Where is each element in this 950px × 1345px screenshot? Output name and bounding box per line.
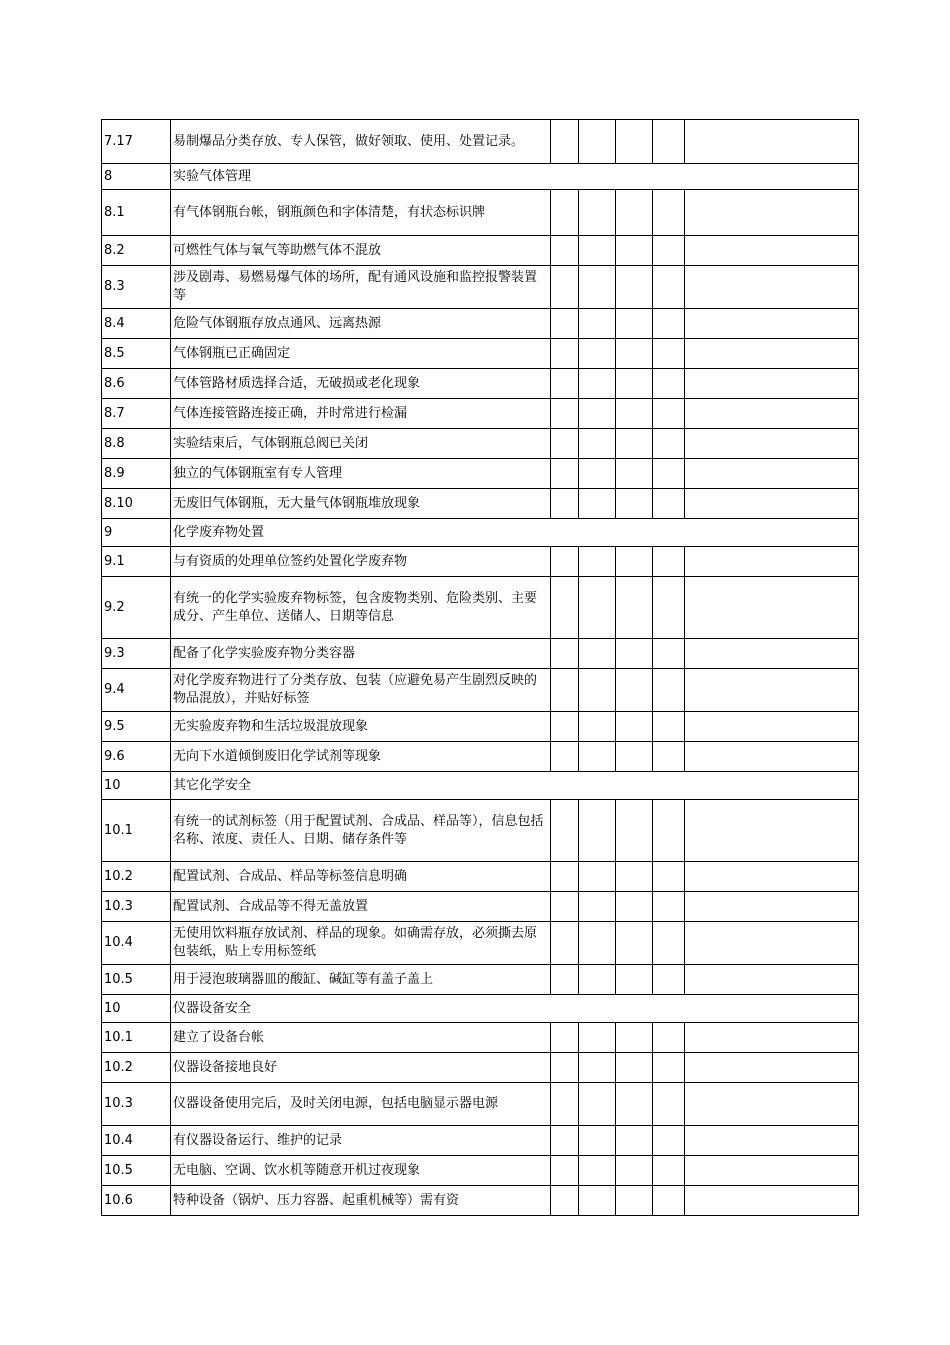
item-description: 配置试剂、合成品、样品等标签信息明确 (171, 862, 551, 892)
check-cell-2 (579, 1126, 616, 1156)
check-cell-3 (616, 266, 653, 309)
check-cell-1 (551, 862, 579, 892)
check-cell-1 (551, 1053, 579, 1083)
remarks-cell (685, 669, 859, 712)
remarks-cell (685, 1083, 859, 1126)
check-cell-3 (616, 1053, 653, 1083)
item-number: 8.4 (102, 309, 171, 339)
check-cell-1 (551, 922, 579, 965)
check-cell-1 (551, 120, 579, 164)
check-cell-1 (551, 459, 579, 489)
remarks-cell (685, 712, 859, 742)
check-cell-2 (579, 399, 616, 429)
remarks-cell (685, 120, 859, 164)
item-number: 10.1 (102, 800, 171, 862)
item-description: 有气体钢瓶台帐，钢瓶颜色和字体清楚，有状态标识牌 (171, 190, 551, 236)
check-cell-1 (551, 236, 579, 266)
checklist-row (102, 892, 859, 922)
check-cell-3 (616, 429, 653, 459)
check-cell-3 (616, 577, 653, 639)
item-description: 气体钢瓶已正确固定 (171, 339, 551, 369)
check-cell-1 (551, 1083, 579, 1126)
check-cell-2 (579, 862, 616, 892)
check-cell-2 (579, 1023, 616, 1053)
item-number: 9.5 (102, 712, 171, 742)
check-cell-2 (579, 120, 616, 164)
check-cell-4 (653, 339, 685, 369)
item-description: 无使用饮料瓶存放试剂、样品的现象。如确需存放，必须撕去原包装纸，贴上专用标签纸 (171, 922, 551, 965)
check-cell-1 (551, 266, 579, 309)
remarks-cell (685, 1186, 859, 1216)
check-cell-4 (653, 399, 685, 429)
check-cell-2 (579, 892, 616, 922)
remarks-cell (685, 459, 859, 489)
check-cell-1 (551, 1156, 579, 1186)
check-cell-3 (616, 742, 653, 772)
remarks-cell (685, 489, 859, 519)
checklist-row (102, 266, 859, 309)
checklist-row (102, 922, 859, 965)
check-cell-2 (579, 1156, 616, 1186)
item-description: 有统一的试剂标签（用于配置试剂、合成品、样品等），信息包括名称、浓度、责任人、日期、储存条件等 (171, 800, 551, 862)
check-cell-4 (653, 429, 685, 459)
checklist-row (102, 862, 859, 892)
checklist-row (102, 339, 859, 369)
check-cell-4 (653, 1156, 685, 1186)
check-cell-2 (579, 266, 616, 309)
item-description: 仪器设备接地良好 (171, 1053, 551, 1083)
section-header-row (102, 995, 859, 1023)
check-cell-1 (551, 965, 579, 995)
safety-checklist-table (101, 119, 859, 1216)
checklist-row (102, 459, 859, 489)
check-cell-1 (551, 339, 579, 369)
check-cell-3 (616, 965, 653, 995)
check-cell-4 (653, 892, 685, 922)
item-number: 9.3 (102, 639, 171, 669)
check-cell-1 (551, 800, 579, 862)
checklist-row (102, 429, 859, 459)
item-number: 10.4 (102, 1126, 171, 1156)
check-cell-2 (579, 547, 616, 577)
item-number: 9 (102, 519, 171, 547)
check-cell-3 (616, 236, 653, 266)
section-header-row (102, 519, 859, 547)
remarks-cell (685, 800, 859, 862)
check-cell-2 (579, 459, 616, 489)
item-description: 对化学废弃物进行了分类存放、包装（应避免易产生剧烈反映的物品混放），并贴好标签 (171, 669, 551, 712)
check-cell-3 (616, 862, 653, 892)
checklist-row (102, 1126, 859, 1156)
check-cell-4 (653, 742, 685, 772)
check-cell-4 (653, 120, 685, 164)
check-cell-2 (579, 639, 616, 669)
remarks-cell (685, 639, 859, 669)
item-description: 气体管路材质选择合适，无破损或老化现象 (171, 369, 551, 399)
check-cell-4 (653, 1083, 685, 1126)
section-title: 仪器设备安全 (171, 995, 859, 1023)
check-cell-4 (653, 965, 685, 995)
checklist-row (102, 712, 859, 742)
check-cell-3 (616, 459, 653, 489)
item-description: 配备了化学实验废弃物分类容器 (171, 639, 551, 669)
check-cell-4 (653, 1186, 685, 1216)
check-cell-3 (616, 800, 653, 862)
item-number: 10 (102, 995, 171, 1023)
remarks-cell (685, 1156, 859, 1186)
check-cell-3 (616, 309, 653, 339)
check-cell-4 (653, 459, 685, 489)
check-cell-3 (616, 1186, 653, 1216)
item-number: 8 (102, 164, 171, 190)
item-number: 8.1 (102, 190, 171, 236)
item-number: 9.6 (102, 742, 171, 772)
item-description: 实验结束后，气体钢瓶总阀已关闭 (171, 429, 551, 459)
check-cell-3 (616, 712, 653, 742)
section-title: 其它化学安全 (171, 772, 859, 800)
item-description: 配置试剂、合成品等不得无盖放置 (171, 892, 551, 922)
remarks-cell (685, 922, 859, 965)
check-cell-4 (653, 190, 685, 236)
checklist-row (102, 1023, 859, 1053)
item-description: 涉及剧毒、易燃易爆气体的场所，配有通风设施和监控报警装置等 (171, 266, 551, 309)
item-description: 仪器设备使用完后，及时关闭电源，包括电脑显示器电源 (171, 1083, 551, 1126)
item-number: 10.5 (102, 965, 171, 995)
section-title: 实验气体管理 (171, 164, 859, 190)
check-cell-3 (616, 369, 653, 399)
item-description: 无废旧气体钢瓶，无大量气体钢瓶堆放现象 (171, 489, 551, 519)
check-cell-4 (653, 547, 685, 577)
check-cell-3 (616, 120, 653, 164)
check-cell-1 (551, 1126, 579, 1156)
check-cell-2 (579, 1186, 616, 1216)
item-number: 10.6 (102, 1186, 171, 1216)
remarks-cell (685, 429, 859, 459)
check-cell-2 (579, 1053, 616, 1083)
check-cell-4 (653, 1053, 685, 1083)
section-header-row (102, 772, 859, 800)
item-description: 可燃性气体与氧气等助燃气体不混放 (171, 236, 551, 266)
checklist-row (102, 309, 859, 339)
check-cell-2 (579, 429, 616, 459)
check-cell-3 (616, 922, 653, 965)
remarks-cell (685, 399, 859, 429)
item-number: 8.7 (102, 399, 171, 429)
checklist-row (102, 1083, 859, 1126)
item-number: 10.3 (102, 892, 171, 922)
item-description: 用于浸泡玻璃器皿的酸缸、碱缸等有盖子盖上 (171, 965, 551, 995)
check-cell-4 (653, 309, 685, 339)
check-cell-2 (579, 190, 616, 236)
remarks-cell (685, 339, 859, 369)
check-cell-2 (579, 339, 616, 369)
item-description: 无电脑、空调、饮水机等随意开机过夜现象 (171, 1156, 551, 1186)
item-description: 无实验废弃物和生活垃圾混放现象 (171, 712, 551, 742)
check-cell-4 (653, 862, 685, 892)
item-number: 10.4 (102, 922, 171, 965)
check-cell-3 (616, 399, 653, 429)
remarks-cell (685, 1053, 859, 1083)
check-cell-1 (551, 190, 579, 236)
checklist-row (102, 489, 859, 519)
remarks-cell (685, 236, 859, 266)
item-description: 易制爆品分类存放、专人保管，做好领取、使用、处置记录。 (171, 120, 551, 164)
item-number: 9.2 (102, 577, 171, 639)
item-description: 无向下水道倾倒废旧化学试剂等现象 (171, 742, 551, 772)
item-number: 10.1 (102, 1023, 171, 1053)
remarks-cell (685, 577, 859, 639)
checklist-row (102, 547, 859, 577)
checklist-row (102, 369, 859, 399)
item-number: 8.6 (102, 369, 171, 399)
item-description: 建立了设备台帐 (171, 1023, 551, 1053)
section-title: 化学废弃物处置 (171, 519, 859, 547)
checklist-row (102, 800, 859, 862)
check-cell-1 (551, 669, 579, 712)
check-cell-4 (653, 922, 685, 965)
check-cell-2 (579, 369, 616, 399)
checklist-row (102, 639, 859, 669)
check-cell-1 (551, 639, 579, 669)
remarks-cell (685, 190, 859, 236)
item-number: 10.3 (102, 1083, 171, 1126)
checklist-row (102, 577, 859, 639)
remarks-cell (685, 309, 859, 339)
item-number: 9.4 (102, 669, 171, 712)
item-number: 8.5 (102, 339, 171, 369)
item-number: 10.2 (102, 1053, 171, 1083)
check-cell-2 (579, 965, 616, 995)
check-cell-2 (579, 1083, 616, 1126)
check-cell-4 (653, 489, 685, 519)
checklist-row (102, 190, 859, 236)
check-cell-4 (653, 712, 685, 742)
item-number: 10.2 (102, 862, 171, 892)
item-number: 8.10 (102, 489, 171, 519)
remarks-cell (685, 1023, 859, 1053)
check-cell-3 (616, 892, 653, 922)
check-cell-2 (579, 712, 616, 742)
check-cell-4 (653, 577, 685, 639)
check-cell-4 (653, 639, 685, 669)
check-cell-1 (551, 712, 579, 742)
check-cell-3 (616, 489, 653, 519)
checklist-row (102, 669, 859, 712)
check-cell-3 (616, 547, 653, 577)
item-description: 有统一的化学实验废弃物标签，包含废物类别、危险类别、主要成分、产生单位、送储人、日期等信息 (171, 577, 551, 639)
checklist-row (102, 1156, 859, 1186)
checklist-row (102, 965, 859, 995)
remarks-cell (685, 742, 859, 772)
check-cell-4 (653, 266, 685, 309)
check-cell-1 (551, 1023, 579, 1053)
check-cell-1 (551, 1186, 579, 1216)
item-description: 气体连接管路连接正确，并时常进行检漏 (171, 399, 551, 429)
item-number: 8.3 (102, 266, 171, 309)
remarks-cell (685, 547, 859, 577)
remarks-cell (685, 965, 859, 995)
check-cell-2 (579, 309, 616, 339)
remarks-cell (685, 1126, 859, 1156)
check-cell-1 (551, 547, 579, 577)
check-cell-1 (551, 399, 579, 429)
checklist-row (102, 399, 859, 429)
check-cell-1 (551, 369, 579, 399)
item-number: 9.1 (102, 547, 171, 577)
item-number: 10 (102, 772, 171, 800)
checklist-row (102, 1186, 859, 1216)
check-cell-3 (616, 339, 653, 369)
check-cell-2 (579, 922, 616, 965)
check-cell-1 (551, 892, 579, 922)
check-cell-2 (579, 669, 616, 712)
item-description: 危险气体钢瓶存放点通风、远离热源 (171, 309, 551, 339)
item-description: 特种设备（锅炉、压力容器、起重机械等）需有资 (171, 1186, 551, 1216)
check-cell-3 (616, 1126, 653, 1156)
check-cell-1 (551, 742, 579, 772)
remarks-cell (685, 266, 859, 309)
check-cell-1 (551, 577, 579, 639)
check-cell-2 (579, 577, 616, 639)
check-cell-3 (616, 1023, 653, 1053)
check-cell-3 (616, 190, 653, 236)
check-cell-4 (653, 1126, 685, 1156)
check-cell-1 (551, 429, 579, 459)
item-number: 7.17 (102, 120, 171, 164)
check-cell-4 (653, 669, 685, 712)
checklist-row (102, 120, 859, 164)
item-description: 独立的气体钢瓶室有专人管理 (171, 459, 551, 489)
check-cell-3 (616, 1083, 653, 1126)
item-description: 与有资质的处理单位签约处置化学废弃物 (171, 547, 551, 577)
item-number: 8.2 (102, 236, 171, 266)
check-cell-1 (551, 309, 579, 339)
item-number: 8.8 (102, 429, 171, 459)
remarks-cell (685, 892, 859, 922)
check-cell-4 (653, 369, 685, 399)
check-cell-2 (579, 236, 616, 266)
check-cell-3 (616, 669, 653, 712)
check-cell-1 (551, 489, 579, 519)
section-header-row (102, 164, 859, 190)
item-description: 有仪器设备运行、维护的记录 (171, 1126, 551, 1156)
check-cell-2 (579, 742, 616, 772)
item-number: 8.9 (102, 459, 171, 489)
item-number: 10.5 (102, 1156, 171, 1186)
checklist-row (102, 1053, 859, 1083)
check-cell-4 (653, 1023, 685, 1053)
check-cell-3 (616, 639, 653, 669)
check-cell-2 (579, 800, 616, 862)
check-cell-2 (579, 489, 616, 519)
remarks-cell (685, 862, 859, 892)
check-cell-3 (616, 1156, 653, 1186)
checklist-rows (102, 120, 859, 1216)
check-cell-4 (653, 236, 685, 266)
checklist-row (102, 742, 859, 772)
checklist-row (102, 236, 859, 266)
remarks-cell (685, 369, 859, 399)
check-cell-4 (653, 800, 685, 862)
